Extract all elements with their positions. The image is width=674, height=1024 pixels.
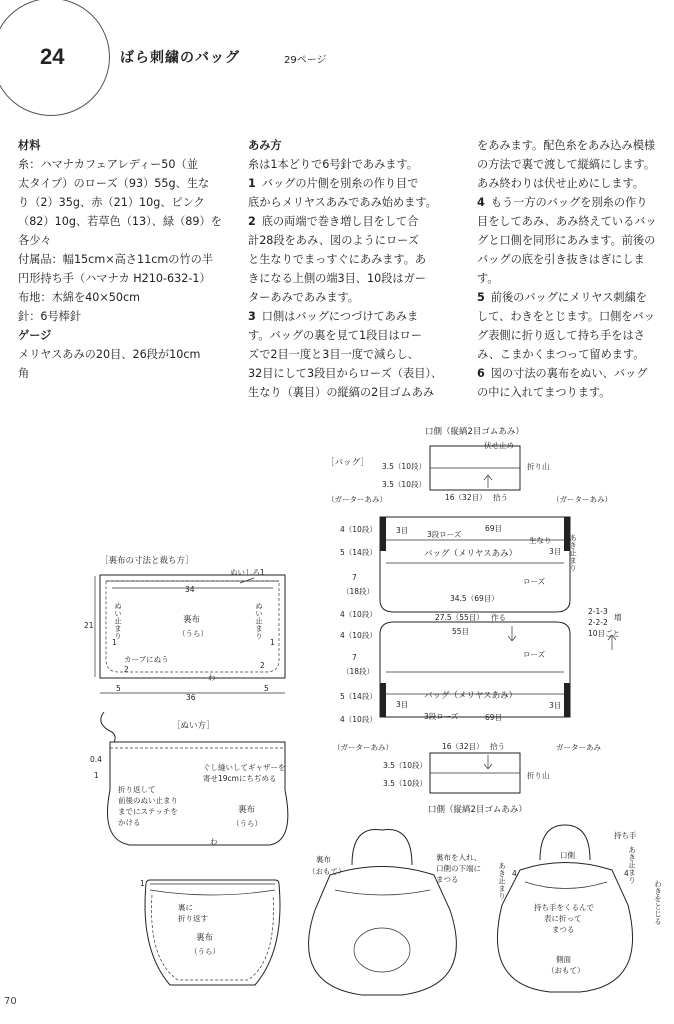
lining-bag-sub: （うら） <box>190 947 220 956</box>
side-close: わきをとじる <box>653 880 663 925</box>
opening-stop: あき止まり <box>568 534 578 572</box>
page-number: 70 <box>4 996 17 1007</box>
text-line: 円形持ち手（ハマナカ H210-632-1） <box>18 272 211 285</box>
dim-34: 34 <box>185 585 195 594</box>
left-bag-rib <box>335 890 430 895</box>
sts-69-bottom: 69目 <box>485 713 503 722</box>
four-right: 4 <box>624 869 629 878</box>
right-bag-rib <box>525 882 607 889</box>
lining-seam-label: ぬいしろ1 <box>230 568 265 577</box>
step-text: あみ終わりは伏せ止めにします。 <box>477 177 644 190</box>
text-line: 糸：ハマナカフェアレディー50（並 <box>18 158 198 171</box>
row-18-b: （18段） <box>342 667 375 676</box>
open-right: あき止まり <box>627 846 637 884</box>
pick-bottom: 拾う <box>490 742 505 751</box>
side-face-label: 側面 <box>556 955 571 964</box>
row-4-10-d: 4（10段） <box>340 715 377 724</box>
mouth-label: 口側 <box>560 851 575 860</box>
three-rose-bottom: 3段ローズ <box>424 712 459 721</box>
step-text: きになる上側の端3目、10段はガー <box>248 272 426 285</box>
back-fold-1: 裏に <box>178 903 193 912</box>
row-4-10-c: 4（10段） <box>340 631 377 640</box>
dim-35-a: 3.5（10段） <box>382 462 426 471</box>
text-line: 角 <box>18 367 30 380</box>
open-left: あき止まり <box>497 862 507 900</box>
fold-note-2: 前後のぬい止まり <box>118 796 178 805</box>
lining-title: ［裏布の寸法と裁ち方］ <box>100 556 194 566</box>
bind-off: 伏せ止め <box>484 441 514 450</box>
text-line: 布地：木綿を40×50cm <box>18 291 141 304</box>
bag-diagram <box>326 426 622 815</box>
step-text: バッグの底を引き抜きはぎにしま <box>477 253 645 266</box>
text-line: 各少々 <box>18 234 52 247</box>
seam-leader <box>240 578 254 583</box>
row-7-b: 7 <box>352 653 357 662</box>
step-text: 図の寸法の裏布をぬい、バッグ <box>490 367 648 380</box>
step-text: 底からメリヤスあみであみ始めます。 <box>248 196 437 209</box>
fold-note-1: 折り返して <box>118 785 156 794</box>
curve-label: カーブにぬう <box>124 655 169 664</box>
step-number: 1 <box>248 177 256 190</box>
sewing-diagram <box>90 712 288 985</box>
sewing-lining-label: 裏布 <box>238 805 256 815</box>
three-sts-bl: 3目 <box>396 700 409 709</box>
width-275: 27.5（55目） <box>435 613 484 622</box>
increase: 増 <box>614 613 622 622</box>
one-left: 1 <box>112 638 117 647</box>
row-18-a: （18段） <box>342 587 375 596</box>
step-text: 32目にして3段目からローズ（表目）、 <box>248 367 443 380</box>
step-text: の中に入れてまつります。 <box>477 386 611 399</box>
sewing-lining-sub: （うら） <box>232 819 262 828</box>
bag-label: ［バッグ］ <box>326 458 369 468</box>
garter-block-br <box>564 683 570 717</box>
three-sts-br: 3目 <box>549 701 562 710</box>
left-bag-handle <box>352 829 412 865</box>
three-sts-tl: 3目 <box>396 526 409 535</box>
dec-2: 2-2-2 <box>588 618 608 627</box>
step-number: 6 <box>477 367 485 380</box>
garter-block-tl <box>380 517 386 551</box>
fold-top: 折り山 <box>527 462 550 471</box>
step-text: して、わきをとじます。口側をバッ <box>477 310 655 323</box>
back-fold-2: 折り返す <box>178 914 208 923</box>
garter-left-2: （ガーターあみ） <box>333 743 393 752</box>
row-5-14-a: 5（14段） <box>340 548 377 557</box>
dim-1: 1 <box>94 771 99 780</box>
lining-sub: （うら） <box>178 629 208 638</box>
lining-bag-gather <box>150 884 275 895</box>
method-heading: あみ方 <box>248 139 282 152</box>
step-text: 糸は1本どりで6号針であみます。 <box>248 158 418 171</box>
lining-diagram <box>84 555 285 702</box>
bottom-mouth-label: 口側（縦縞2目ゴムあみ） <box>428 805 527 815</box>
step-text: の方法で裏で渡して縦縞にします。 <box>477 158 656 171</box>
dec-1: 2-1-3 <box>588 607 608 616</box>
row-4-10-b: 4（10段） <box>340 610 377 619</box>
text-line: （82）10g、若草色（13）、緑（89）を <box>18 215 222 228</box>
step-text: と生なりでまっすぐにあみます。あ <box>248 253 427 266</box>
text-line: 針：6号棒針 <box>18 310 82 323</box>
top-mouth-label: 口側（縦縞2目ゴムあみ） <box>425 427 524 437</box>
note-3: まつる <box>436 875 459 884</box>
outer-sub: （おもて） <box>308 867 346 876</box>
step-text: 生なり（裏目）の縦縞の2目ゴムあみ <box>248 386 435 399</box>
wrap-1: 持ち手をくるんで <box>534 903 594 912</box>
finish-diagram <box>308 825 663 995</box>
text-line: 太タイプ）のローズ（93）55g、生な <box>18 177 210 190</box>
step-text: もう一方のバッグを別糸の作り <box>490 196 648 209</box>
step-text: み、こまかくまつって留めます。 <box>477 348 645 361</box>
handle-label: 持ち手 <box>614 831 637 840</box>
text-line: り（2）35g、赤（21）10g、ピンク <box>18 196 205 209</box>
lining-one: 1 <box>140 879 145 888</box>
wa-label: わ <box>208 673 216 682</box>
sewing-wa: わ <box>210 837 218 846</box>
row-5-14-b: 5（14段） <box>340 692 377 701</box>
pick-top: 拾う <box>493 493 508 502</box>
step-number: 2 <box>248 215 256 228</box>
fold-note-4: かける <box>118 818 141 827</box>
lining-label: 裏布 <box>183 615 201 625</box>
four-left: 4 <box>512 869 517 878</box>
side-face-sub: （おもて） <box>547 966 585 975</box>
pattern-number: 24 <box>40 44 65 69</box>
kinari-top: 生なり <box>529 536 552 545</box>
step-text: バッグの片側を別糸の作り目で <box>261 177 419 190</box>
step-text: 計28段をあみ、図のようにローズ <box>248 234 419 247</box>
lining-bag-label: 裏布 <box>196 933 214 943</box>
wrap-2: 表に折って <box>544 914 582 923</box>
three-rose-top: 3段ローズ <box>427 530 462 539</box>
step-text: 前後のバッグにメリヤス刺繍を <box>490 291 647 304</box>
row-7-a: 7 <box>352 573 357 582</box>
left-bag-body <box>309 867 457 996</box>
width-345: 34.5（69目） <box>450 594 499 603</box>
fold-bottom: 折り山 <box>527 771 550 780</box>
step-text: ズで2目一度と3目一度で減らし、 <box>248 348 419 361</box>
one-right: 1 <box>270 638 275 647</box>
outer-label: 裏布 <box>316 855 331 864</box>
two-left: 2 <box>124 665 129 674</box>
three-sts-tr: 3目 <box>549 547 562 556</box>
sts-55: 55目 <box>452 627 470 636</box>
left-stop: ぬい止まり <box>113 602 123 640</box>
sewing-title: ［ぬい方］ <box>172 721 215 731</box>
bag-main-bottom: バッグ（メリヤスあみ） <box>424 691 518 701</box>
right-stop: ぬい止まり <box>254 602 264 640</box>
arrow-down-bottom <box>484 755 492 769</box>
w16-bottom: 16（32目） <box>442 742 484 751</box>
text-line: メリヤスあみの20目、26段が10cm <box>18 348 201 361</box>
step-text: す。 <box>477 272 499 285</box>
bag-main-top: バッグ（メリヤスあみ） <box>424 549 518 559</box>
text-line: 付属品：幅15cm×高さ11cmの竹の半 <box>18 253 214 266</box>
dim-35-b: 3.5（10段） <box>382 480 426 489</box>
page-reference: 29ページ <box>284 55 327 66</box>
pattern-title: ばら刺繍のバッグ <box>120 50 240 66</box>
rose-top: ローズ <box>523 577 546 586</box>
step-text: 口側はバッグにつづけてあみま <box>261 310 419 323</box>
dec-3: 10目ごと <box>588 629 621 638</box>
left-bag-lining-opening <box>354 928 410 972</box>
step-text: グ表側に折り返して持ち手をはさ <box>477 329 645 342</box>
materials-heading: 材料 <box>18 139 41 152</box>
step-text: 底の両端で巻き増し目をして合 <box>261 215 419 228</box>
step-number: 5 <box>477 291 485 304</box>
step-text: す。バッグの裏を見て1段目はロー <box>248 329 423 342</box>
row-4-10-a: 4（10段） <box>340 525 377 534</box>
dim-35-d: 3.5（10段） <box>383 779 427 788</box>
step-text: 目をしてあみ、あみ終えているバッ <box>477 215 657 228</box>
note-1: 裏布を入れ、 <box>436 853 482 862</box>
rose-bottom: ローズ <box>523 650 546 659</box>
sts-69-top: 69目 <box>485 524 503 533</box>
dim-36: 36 <box>186 693 196 702</box>
step-text: グと口側を同形にあみます。前後の <box>477 234 656 247</box>
gather-note-2: 寄せ19cmにちぢめる <box>203 774 277 783</box>
gather-note-1: ぐし縫いしてギャザーを <box>203 763 286 772</box>
garter-right-2: ガーターあみ <box>556 743 601 752</box>
two-right: 2 <box>260 661 265 670</box>
wrap-3: まつる <box>552 925 575 934</box>
step-number: 4 <box>477 196 485 209</box>
five-left: 5 <box>116 684 121 693</box>
garter-block-bl <box>380 683 386 717</box>
garter-left: （ガーターあみ） <box>327 495 387 504</box>
dim-35-c: 3.5（10段） <box>383 761 427 770</box>
step-text: をあみます。配色糸をあみ込み模様 <box>477 139 656 152</box>
make-label: 作る <box>491 613 506 622</box>
step-number: 3 <box>248 310 256 323</box>
arrow-up-top <box>484 475 492 488</box>
dim-04: 0.4 <box>90 755 102 764</box>
gauge-heading: ゲージ <box>18 329 52 342</box>
needle-thread <box>101 712 115 742</box>
fold-note-3: までにステッチを <box>118 807 178 816</box>
w16-top: 16（32目） <box>445 493 487 502</box>
five-right: 5 <box>264 684 269 693</box>
step-text: ターあみであみます。 <box>248 291 359 304</box>
dim-21: 21 <box>84 621 94 630</box>
note-2: 口側の下端に <box>436 864 481 873</box>
garter-right: （ガーターあみ） <box>552 495 612 504</box>
bag-lower-half <box>380 622 570 717</box>
